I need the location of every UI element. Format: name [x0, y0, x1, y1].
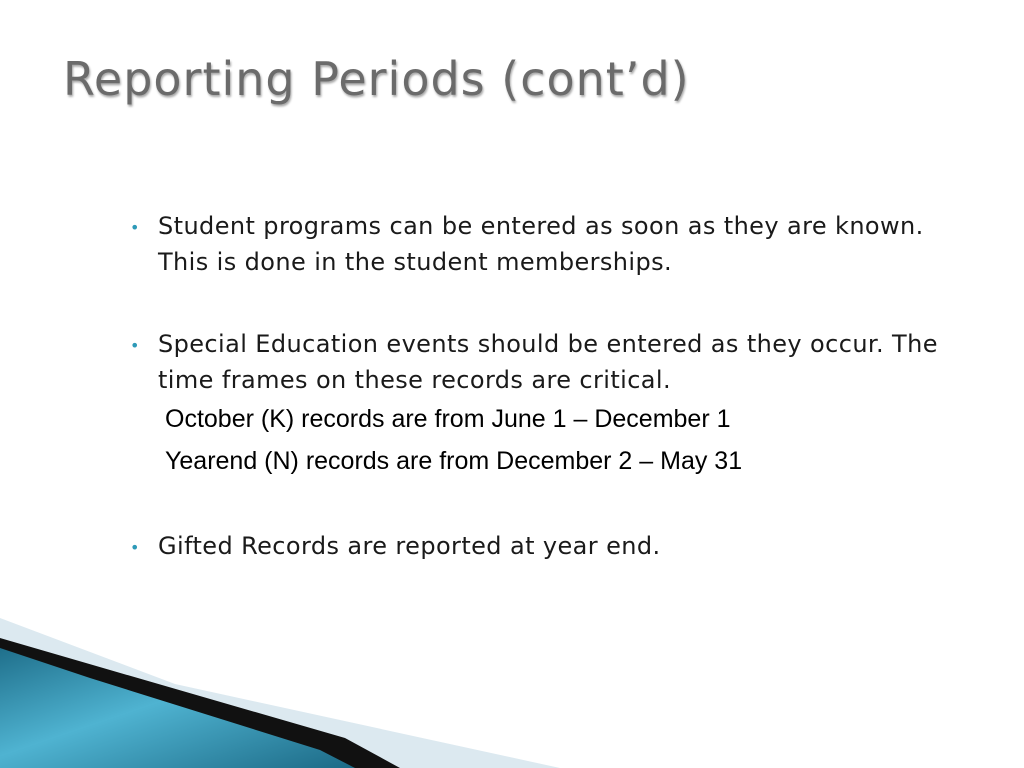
timeframe-line-october: October (K) records are from June 1 – December 1: [165, 405, 731, 433]
timeframe-line-yearend: Yearend (N) records are from December 2 – May 31: [165, 447, 743, 475]
bullet-icon: •: [130, 538, 140, 557]
bullet-text: Special Education events should be entered as they occur. The time frames on these records are critical.: [158, 330, 938, 394]
bullet-item: [130, 208, 950, 280]
dark-stripe-shape: [0, 638, 400, 768]
light-wave-shape: [0, 618, 560, 768]
slide-title: Reporting Periods (cont’d): [63, 52, 690, 106]
bullet-text: Student programs can be entered as soon as they are known. This is done in the student memberships.: [158, 212, 924, 276]
bullet-icon: •: [130, 336, 140, 355]
bullet-icon: •: [130, 218, 140, 237]
bullet-item: [130, 326, 950, 398]
bullet-list: [130, 208, 950, 564]
bullet-item: [130, 528, 950, 564]
teal-wave-shape: [0, 648, 355, 768]
bullet-text: Gifted Records are reported at year end.: [158, 532, 661, 560]
